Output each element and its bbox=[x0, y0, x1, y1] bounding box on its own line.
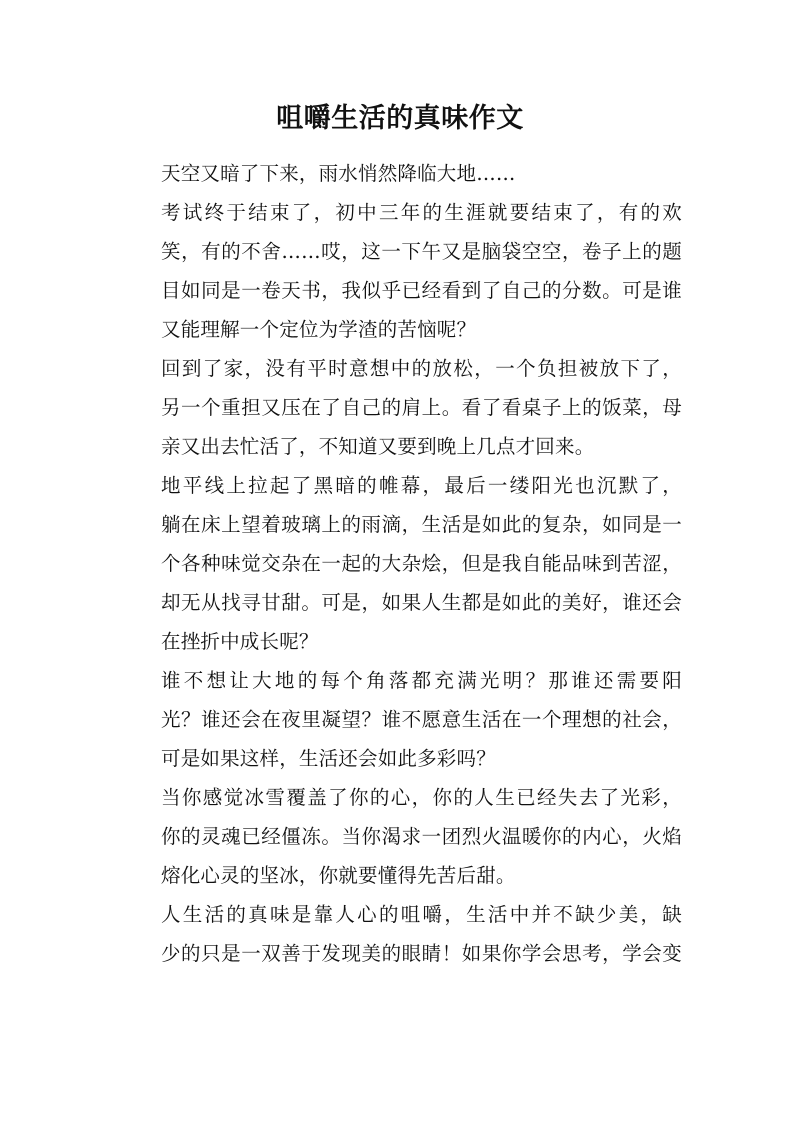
paragraph-5 bbox=[122, 661, 682, 778]
paragraph-line: 笑，有的不舍……哎，这一下午又是脑袋空空，卷子上的题 bbox=[161, 240, 682, 263]
paragraph-2 bbox=[122, 193, 682, 349]
document-body bbox=[122, 154, 682, 973]
paragraph-line: 个各种味觉交杂在一起的大杂烩，但是我自能品味到苦涩， bbox=[161, 552, 682, 575]
paragraph-6 bbox=[122, 778, 682, 895]
paragraph-line: 却无从找寻甘甜。可是，如果人生都是如此的美好，谁还会 bbox=[161, 591, 682, 614]
paragraph-line: 熔化心灵的坚冰，你就要懂得先苦后甜。 bbox=[161, 864, 516, 887]
paragraph-3 bbox=[122, 349, 682, 466]
paragraph-line: 谁不想让大地的每个角落都充满光明？那谁还需要阳 bbox=[161, 669, 682, 692]
paragraph-line: 目如同是一卷天书，我似乎已经看到了自己的分数。可是谁 bbox=[161, 279, 682, 302]
paragraph-line: 考试终于结束了，初中三年的生涯就要结束了，有的欢 bbox=[161, 201, 682, 224]
paragraph-line: 当你感觉冰雪覆盖了你的心，你的人生已经失去了光彩， bbox=[161, 786, 682, 809]
paragraph-line: 躺在床上望着玻璃上的雨滴，生活是如此的复杂，如同是一 bbox=[161, 513, 682, 536]
paragraph-line: 光？谁还会在夜里凝望？谁不愿意生活在一个理想的社会， bbox=[161, 708, 682, 731]
paragraph-line: 少的只是一双善于发现美的眼睛！如果你学会思考，学会变 bbox=[161, 942, 682, 965]
paragraph-line: 亲又出去忙活了，不知道又要到晚上几点才回来。 bbox=[161, 435, 595, 458]
paragraph-line: 地平线上拉起了黑暗的帷幕，最后一缕阳光也沉默了， bbox=[161, 474, 682, 497]
paragraph-line: 天空又暗了下来，雨水悄然降临大地…… bbox=[161, 162, 516, 185]
paragraph-line: 回到了家，没有平时意想中的放松，一个负担被放下了， bbox=[161, 357, 682, 380]
paragraph-line: 人生活的真味是靠人心的咀嚼，生活中并不缺少美，缺 bbox=[161, 903, 682, 926]
paragraph-4 bbox=[122, 466, 682, 661]
paragraph-line: 可是如果这样，生活还会如此多彩吗？ bbox=[161, 747, 496, 770]
paragraph-line: 你的灵魂已经僵冻。当你渴求一团烈火温暖你的内心，火焰 bbox=[161, 825, 682, 848]
paragraph-7 bbox=[122, 895, 682, 973]
paragraph-line: 在挫折中成长呢？ bbox=[161, 630, 319, 653]
paragraph-1 bbox=[122, 154, 682, 193]
paragraph-line: 另一个重担又压在了自己的肩上。看了看桌子上的饭菜，母 bbox=[161, 396, 682, 419]
document-title: 咀嚼生活的真味作文 bbox=[276, 103, 524, 134]
paragraph-line: 又能理解一个定位为学渣的苦恼呢？ bbox=[161, 318, 477, 341]
